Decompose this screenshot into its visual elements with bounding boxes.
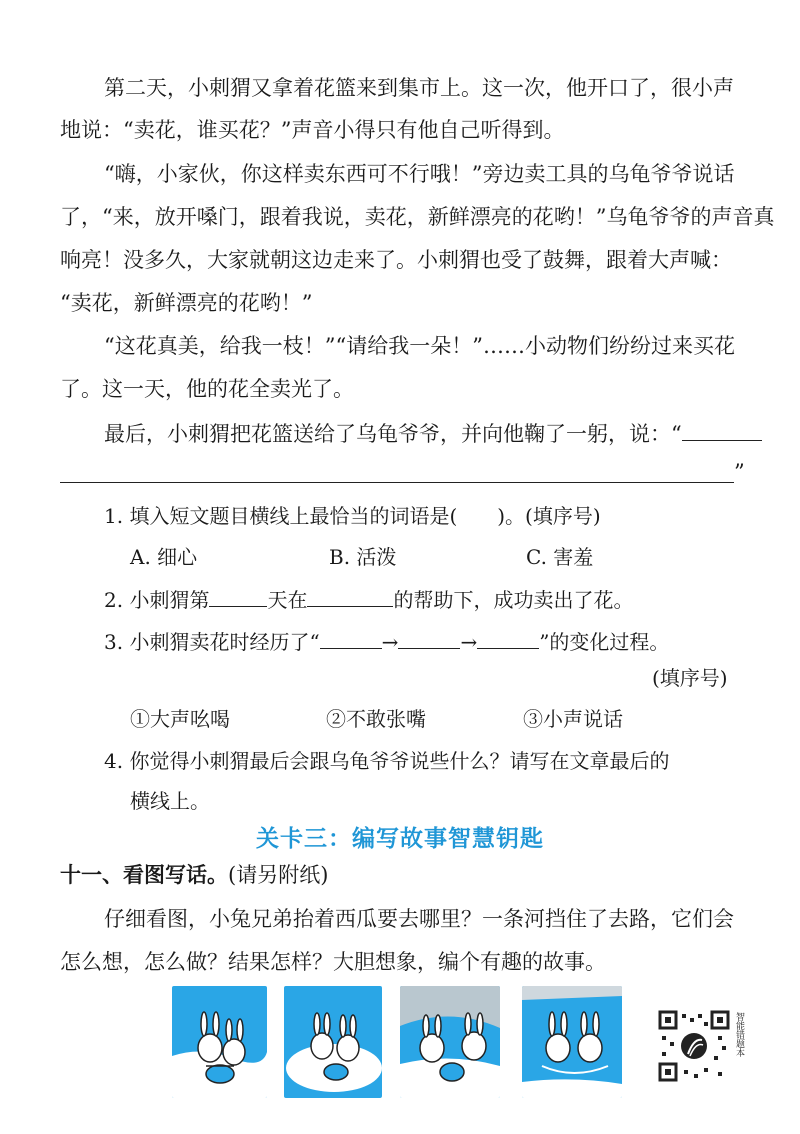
answer-blank[interactable]	[320, 626, 382, 649]
question-2	[104, 584, 788, 615]
question-1: 1. 填入短文题目横线上最恰当的词语是( )。(填序号)	[104, 504, 601, 528]
story-line: “这花真美，给我一枝！”“请给我一朵！”……小动物们纷纷过来买花	[104, 334, 735, 358]
story-picture-1	[172, 986, 267, 1098]
section-heading: 关卡三：编写故事智慧钥匙	[256, 826, 544, 852]
question-3	[104, 626, 788, 657]
story-line: 地说：“卖花，谁买花？”声音小得只有他自己听得到。	[60, 118, 565, 142]
task-title: 十一、看图写话。	[60, 863, 228, 887]
story-line: “卖花，新鲜漂亮的花哟！”	[60, 291, 313, 315]
story-line: 了。这一天，他的花全卖光了。	[60, 377, 354, 401]
question-text: 的帮助下，成功卖出了花。	[393, 588, 634, 612]
story-line-with-blank	[104, 418, 744, 449]
writing-instruction-line: 仔细看图，小兔兄弟抬着西瓜要去哪里？一条河挡住了去路，它们会	[104, 907, 734, 931]
option-2: ②不敢张嘴	[326, 707, 426, 731]
story-picture-4	[522, 986, 622, 1098]
story-line: 响亮！没多久，大家就朝这边走来了。小刺猬也受了鼓舞，跟着大声喊：	[60, 248, 732, 272]
question-4-line: 横线上。	[130, 789, 210, 813]
option-a: A. 细心	[130, 545, 198, 569]
story-picture-2	[284, 986, 382, 1098]
arrow: →	[460, 630, 478, 654]
task-note: (请另附纸)	[228, 863, 329, 887]
closing-quote: ”	[734, 460, 745, 484]
story-picture-3	[400, 986, 500, 1098]
answer-blank-line[interactable]	[60, 482, 734, 483]
answer-blank[interactable]	[398, 626, 460, 649]
option-1: ①大声吆喝	[130, 707, 230, 731]
fill-number-note: (填序号)	[652, 666, 728, 690]
writing-instruction-line: 怎么想，怎么做？结果怎样？大胆想象，编个有趣的故事。	[60, 950, 606, 974]
option-b: B. 活泼	[329, 545, 397, 569]
arrow: →	[381, 630, 399, 654]
story-line: 了，“来，放开嗓门，跟着我说，卖花，新鲜漂亮的花哟！”乌龟爷爷的声音真	[60, 205, 775, 229]
answer-blank[interactable]	[477, 626, 539, 649]
qr-label: 智能错题本	[734, 1012, 744, 1057]
story-line: “嗨，小家伙，你这样卖东西可不行哦！”旁边卖工具的乌龟爷爷说话	[104, 162, 735, 186]
answer-blank[interactable]	[307, 584, 393, 607]
option-3: ③小声说话	[523, 707, 623, 731]
qr-code-icon[interactable]	[658, 1010, 730, 1082]
writing-task-title	[60, 861, 328, 890]
question-text: 3. 小刺猬卖花时经历了“	[104, 630, 320, 654]
option-c: C. 害羞	[526, 545, 594, 569]
question-text: 天在	[267, 588, 308, 612]
question-text: 2. 小刺猬第	[104, 588, 210, 612]
story-text: 最后，小刺猬把花篮送给了乌龟爷爷，并向他鞠了一躬，说：“	[104, 422, 682, 446]
answer-blank[interactable]	[209, 584, 267, 607]
story-line: 第二天，小刺猬又拿着花篮来到集市上。这一次，他开口了，很小声	[104, 76, 734, 100]
answer-blank[interactable]	[682, 418, 762, 441]
question-4-line: 4. 你觉得小刺猬最后会跟乌龟爷爷说些什么？请写在文章最后的	[104, 749, 670, 773]
question-text: ”的变化过程。	[539, 630, 670, 654]
